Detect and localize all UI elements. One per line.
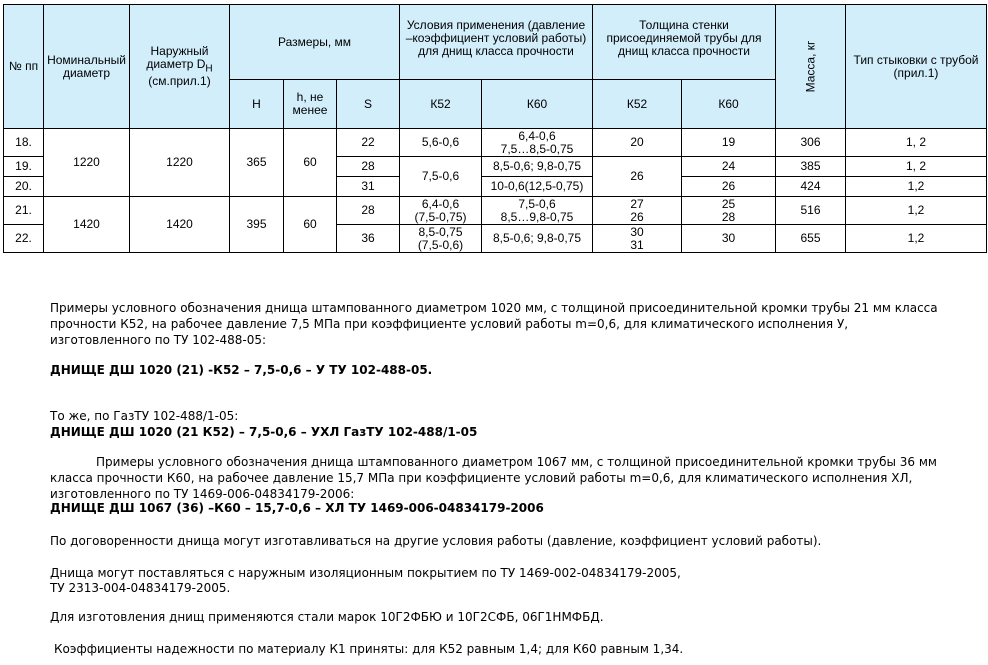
header-npp: № пп bbox=[4, 5, 44, 129]
cell-cond-k60: 8,5-0,6; 9,8-0,75 bbox=[482, 157, 593, 177]
header-outer-diameter-label: Наружный диаметр D bbox=[146, 43, 209, 71]
table-row bbox=[4, 129, 987, 157]
example-1-designation: ДНИЩЕ ДШ 1020 (21) -К52 – 7,5-0,6 – У ТУ 102-488-05. bbox=[50, 363, 433, 377]
cell-mass: 424 bbox=[776, 177, 846, 197]
header-thickness: Толщина стенки присоединяемой трубы для днищ класса прочности bbox=[593, 5, 776, 80]
agreement-note: По договоренности днища могут изготавливаться на другие условия работы (давление, коэффициент условий работы). bbox=[50, 534, 822, 548]
cell-mass: 516 bbox=[776, 197, 846, 225]
cell-mass: 655 bbox=[776, 225, 846, 253]
cell-npp: 18. bbox=[4, 129, 44, 157]
cell-joint: 1,2 bbox=[846, 197, 987, 225]
steel-grades-note: Для изготовления днищ применяются стали марок 10Г2ФБЮ и 10Г2СФБ, 06Г1НМФБД. bbox=[50, 610, 604, 624]
header-conditions: Условия применения (давление –коэффициент условий работы) для днищ класса прочности bbox=[400, 5, 593, 80]
header-sizes: Размеры, мм bbox=[230, 5, 400, 80]
header-thick-k52: К52 bbox=[593, 80, 682, 129]
header-outer-diameter-sub: Н bbox=[205, 63, 213, 75]
header-mass bbox=[776, 5, 846, 129]
cell-mass: 385 bbox=[776, 157, 846, 177]
header-joint-type: Тип стыковки с трубой (прил.1) bbox=[846, 5, 987, 129]
header-mass-label: Масса, кг bbox=[803, 40, 817, 93]
cell-S: 28 bbox=[337, 157, 400, 177]
cell-nominal: 1220 bbox=[44, 129, 130, 197]
coating-note-line1: Днища могут поставляться с наружным изоляционным покрытием по ТУ 1469-002-04834179-2005, bbox=[50, 566, 681, 580]
cell-thick-k60: 26 bbox=[682, 177, 776, 197]
cell-cond-k60: 7,5-0,6 8,5…9,8-0,75 bbox=[482, 197, 593, 225]
cell-cond-k60: 6,4-0,6 7,5…8,5-0,75 bbox=[482, 129, 593, 157]
cell-thick-k60: 25 28 bbox=[682, 197, 776, 225]
cell-npp: 22. bbox=[4, 225, 44, 253]
cell-joint: 1, 2 bbox=[846, 157, 987, 177]
reliability-coefficients-note: Коэффициенты надежности по материалу К1 приняты: для К52 равным 1,4; для К60 равным 1,34. bbox=[54, 642, 684, 656]
cell-joint: 1, 2 bbox=[846, 129, 987, 157]
cell-joint: 1,2 bbox=[846, 225, 987, 253]
cell-cond-k60: 8,5-0,6; 9,8-0,75 bbox=[482, 225, 593, 253]
cell-S: 31 bbox=[337, 177, 400, 197]
cell-thick-k60: 19 bbox=[682, 129, 776, 157]
cell-cond-k52: 7,5-0,6 bbox=[400, 157, 482, 197]
cell-cond-k52: 6,4-0,6 (7,5-0,75) bbox=[400, 197, 482, 225]
cell-S: 22 bbox=[337, 129, 400, 157]
example-1-text: Примеры условного обозначения днища штампованного диаметром 1020 мм, с толщиной присоединительной кромки трубы 21 мм класса прочности К52, на рабочее давление 7,5 МПа при коэффициенте условий работы m=0,6, для климатического исполнения У, изготовленного по ТУ 102-488-05: bbox=[50, 301, 938, 347]
header-S: S bbox=[337, 80, 400, 129]
cell-joint: 1,2 bbox=[846, 177, 987, 197]
cell-outer: 1220 bbox=[130, 129, 230, 197]
cell-cond-k52: 8,5-0,75 (7,5-0,6) bbox=[400, 225, 482, 253]
cell-thick-k52: 20 bbox=[593, 129, 682, 157]
cell-thick-k52: 30 31 bbox=[593, 225, 682, 253]
header-outer-diameter bbox=[130, 5, 230, 129]
cell-thick-k60: 30 bbox=[682, 225, 776, 253]
header-h: h, не менее bbox=[284, 80, 337, 129]
cell-npp: 21. bbox=[4, 197, 44, 225]
cell-nominal: 1420 bbox=[44, 197, 130, 253]
cell-mass: 306 bbox=[776, 129, 846, 157]
cell-h: 60 bbox=[284, 197, 337, 253]
table-row bbox=[4, 197, 987, 225]
header-cond-k52: К52 bbox=[400, 80, 482, 129]
header-nominal-diameter: Номинальный диаметр bbox=[44, 5, 130, 129]
cell-S: 36 bbox=[337, 225, 400, 253]
cell-thick-k60: 24 bbox=[682, 157, 776, 177]
header-cond-k60: К60 bbox=[482, 80, 593, 129]
coating-note-line2: ТУ 2313-004-04834179-2005. bbox=[50, 581, 231, 595]
cell-H: 395 bbox=[230, 197, 284, 253]
cell-thick-k52: 26 bbox=[593, 157, 682, 197]
example-2-designation: ДНИЩЕ ДШ 1020 (21 К52) – 7,5-0,6 – УХЛ ГазТУ 102-488/1-05 bbox=[50, 425, 478, 439]
spec-table bbox=[3, 4, 987, 253]
example-3-text: Примеры условного обозначения днища штампованного диаметром 1067 мм, с толщиной присоединительной кромки трубы 36 мм класса прочности К60, на рабочее давление 15,7 МПа при коэффициенте условий работы m=0,6, для климатического исполнения ХЛ, изготовленного по ТУ 1469-006-04834179-2006: bbox=[50, 455, 937, 501]
cell-cond-k52: 5,6-0,6 bbox=[400, 129, 482, 157]
cell-H: 365 bbox=[230, 129, 284, 197]
cell-npp: 20. bbox=[4, 177, 44, 197]
header-H: H bbox=[230, 80, 284, 129]
header-thick-k60: К60 bbox=[682, 80, 776, 129]
cell-npp: 19. bbox=[4, 157, 44, 177]
example-2-text: То же, по ГазТУ 102-488/1-05: bbox=[50, 409, 239, 423]
cell-outer: 1420 bbox=[130, 197, 230, 253]
cell-S: 28 bbox=[337, 197, 400, 225]
cell-h: 60 bbox=[284, 129, 337, 197]
header-outer-diameter-note: (см.прил.1) bbox=[148, 74, 211, 89]
cell-thick-k52: 27 26 bbox=[593, 197, 682, 225]
example-3-designation: ДНИЩЕ ДШ 1067 (36) –К60 – 15,7-0,6 – ХЛ ТУ 1469-006-04834179-2006 bbox=[50, 501, 544, 515]
cell-cond-k60: 10-0,6(12,5-0,75) bbox=[482, 177, 593, 197]
